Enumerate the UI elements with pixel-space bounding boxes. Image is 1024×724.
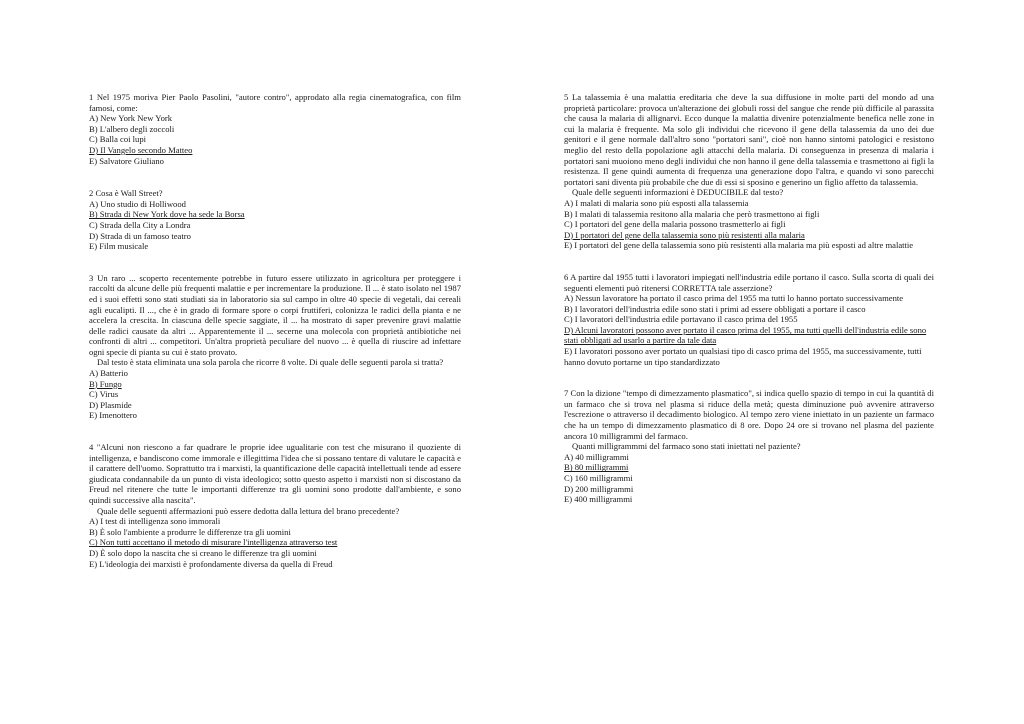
answer-option-c: C) Strada della City a Londra — [89, 219, 191, 230]
left-column — [89, 92, 461, 569]
question-stem: 1 Nel 1975 moriva Pier Paolo Pasolini, "autore contro", approdato alla regia cinematografica, con film famosi, come: — [89, 92, 461, 113]
answer-option-e: E) Film musicale — [89, 241, 149, 252]
answer-option-c: C) I portatori del gene della malaria possono trasmetterlo ai figli — [564, 219, 786, 230]
answer-option-e: E) I lavoratori possono aver portato un qualsiasi tipo di casco prima del 1955, ma successivamente, tutti hanno dovuto portarne un tipo standardizzato — [564, 346, 922, 367]
answer-option-b: B) Strada di New York dove ha sede la Borsa — [89, 209, 245, 220]
answer-option-d: D) I portatori del gene della talassemia sono più resistenti alla malaria — [564, 229, 805, 240]
answer-option-a: A) I malati di malaria sono più esposti alla talassemia — [564, 197, 749, 208]
right-column — [564, 92, 934, 505]
answer-option-e: E) I portatori del gene della talassemia sono più resistenti alla malaria ma più esposti ad altre malattie — [564, 240, 914, 251]
question-4 — [89, 442, 461, 569]
question-prompt: Quale delle seguenti informazioni è DEDUCIBILE dal testo? — [572, 187, 784, 198]
question-stem: 5 La talassemia è una malattia ereditaria che deve la sua diffusione in molte parti del mondo ad una proprietà particolare: provoca un'alterazione dei globuli rossi del sangue che rende più difficile al parassita che causa la malaria di allignarvi. Ecco dunque la malattia divenire potenzialmente benefica nelle zone in cui la malaria è frequente. Ma solo gli individui che ricevono il gene della talassemia da uno dei due genitori e il gene normale dall'altro sono "portatori sani", cioè non hanno sintomi patologici e resistono meglio del resto della popolazione agli attacchi della malaria. Di conseguenza in presenza di malaria i portatori sani muoiono meno degli individui che non hanno il gene della talassemia e trasmettono ai figli la resistenza. Il gene quindi aumenta di frequenza una generazione dopo l'altra, e quando vi sono parecchi portatori sani diventa più probabile che due di essi si sposino e generino un figlio affetto da talassemia. — [564, 92, 934, 187]
answer-option-d: D) Strada di un famoso teatro — [89, 230, 191, 241]
answer-option-b: B) I malati di talassemia resitono alla malaria che però trasmettono ai figli — [564, 208, 820, 219]
answer-option-d: D) 200 milligrammi — [564, 483, 634, 494]
answer-option-e: E) Salvatore Giuliano — [89, 155, 164, 166]
answer-option-b: B) L'albero degli zoccoli — [89, 123, 175, 134]
question-stem: 7 Con la dizione "tempo di dimezzamento plasmatico", si indica quello spazio di tempo in cui la quantità di un farmaco che si trova nel plasma si riduce della metà; questa diminuzione può avvenire attraverso l'escrezione o attraverso il decadimento biologico. Al tempo zero viene iniettato in un paziente un farmaco che ha un tempo di dimezzamento plasmatico di 8 ore. Dopo 24 ore si trovano nel plasma del paziente ancora 10 milligrammi del farmaco. — [564, 388, 934, 441]
question-6 — [564, 272, 934, 367]
answer-option-b: B) Fungo — [89, 378, 122, 389]
answer-option-c: C) Balla coi lupi — [89, 134, 147, 145]
answer-option-d: D) Il Vangelo secondo Matteo — [89, 144, 193, 155]
answer-option-a: A) 40 milligrammi — [564, 451, 629, 462]
answer-option-c: C) Virus — [89, 389, 119, 400]
question-stem: 3 Un raro ... scoperto recentemente potrebbe in futuro essere utilizzato in agricoltura per proteggere i raccolti da alcune delle più frequenti malattie e per incrementare la produzione. Il ... è stato isolato nel 1987 ed i suoi effetti sono stati studiati sia in laboratorio sia sul campo in oltre 40 specie di vegetali, dai cereali agli eucalipti. Il ..., che è in grado di formare spore o corpi fruttiferi, colonizza le radici della pianta e ne accelera la crescita. In ciascuna delle specie saggiate, il ... ha mostrato di saper prevenire gravi malattie delle radici causate da altri ... Apparentemente il ... secerne una molecola con proprietà antibiotiche nei confronti di altri ... competitori. Un'altra proprietà peculiare del nuovo ... è quella di riuscire ad infettare ogni specie di pianta su cui è stato provato. — [89, 272, 461, 357]
question-3 — [89, 273, 461, 421]
answer-option-d: D) Alcuni lavoratori possono aver portato il casco prima del 1955, ma tutti quelli dell'industria edile sono stati obbligati ad usarlo a partire da tale data — [564, 324, 927, 346]
answer-option-a: A) Batterio — [89, 368, 128, 379]
question-5 — [564, 92, 934, 251]
answer-option-b: B) È solo l'ambiente a produrre le differenze tra gli uomini — [89, 526, 291, 537]
question-7 — [564, 388, 934, 505]
answer-option-c: C) Non tutti accettano il metodo di misurare l'intelligenza attraverso test — [89, 537, 338, 548]
answer-option-a: A) Nessun lavoratore ha portato il casco prima del 1955 ma tutti lo hanno portato successivamente — [564, 293, 904, 304]
answer-option-a: A) Uno studio di Holliwood — [89, 198, 186, 209]
answer-option-c: C) 160 milligrammi — [564, 473, 633, 483]
answer-option-e: E) 400 milligrammi — [564, 494, 633, 505]
question-1 — [89, 92, 461, 166]
question-prompt: Quanti milligrammmi del farmaco sono stati iniettati nel paziente? — [572, 441, 801, 452]
question-prompt: Dal testo è stata eliminata una sola parola che ricorre 8 volte. Di quale delle seguenti parola si tratta? — [97, 357, 444, 368]
answer-option-d: D) Plasmide — [89, 399, 132, 410]
question-2 — [89, 188, 461, 252]
answer-option-b: B) I lavoratori dell'industria edile sono stati i primi ad essere obbligati a portare il casco — [564, 303, 866, 314]
answer-option-d: D) È solo dopo la nascita che si creano le differenze tra gli uomini — [89, 547, 317, 558]
question-stem: 4 "Alcuni non riescono a far quadrare le proprie idee ugualitarie con test che misurano il quoziente di intelligenza, e bandiscono come immorale e illegittima l'idea che si possano tentare di valutare le capacità e il carattere dell'uomo. Soprattutto tra i marxisti, la quantificazione delle capacità intellettuali tende ad essere giudicata condannabile da un punto di vista ideologico; sotto questo aspetto i marxisti non si discostano da Freud nel ritenere che tutte le importanti differenze tra gli uomini sono prodotte dall'ambiente, e sono quindi successive alla nascita". — [89, 442, 461, 505]
question-stem: 6 A partire dal 1955 tutti i lavoratori impiegati nell'industria edile portano il casco. Sulla scorta di quali dei seguenti elementi può ritenersi CORRETTA tale asserzione? — [564, 271, 934, 293]
question-stem: 2 Cosa è Wall Street? — [89, 188, 163, 199]
answer-option-a: A) New York New York — [89, 113, 173, 124]
answer-option-e: E) Imenottero — [89, 410, 137, 421]
answer-option-a: A) I test di intelligenza sono immorali — [89, 516, 221, 527]
answer-option-b: B) 80 milligrammi — [564, 462, 629, 473]
answer-option-c: C) I lavoratori dell'industria edile portavano il casco prima del 1955 — [564, 314, 798, 325]
question-prompt: Quale delle seguenti affermazioni può essere dedotta dalla lettura del brano precedente? — [97, 505, 400, 516]
answer-option-e: E) L'ideologia dei marxisti è profondamente diversa da quella di Freud — [89, 558, 333, 569]
